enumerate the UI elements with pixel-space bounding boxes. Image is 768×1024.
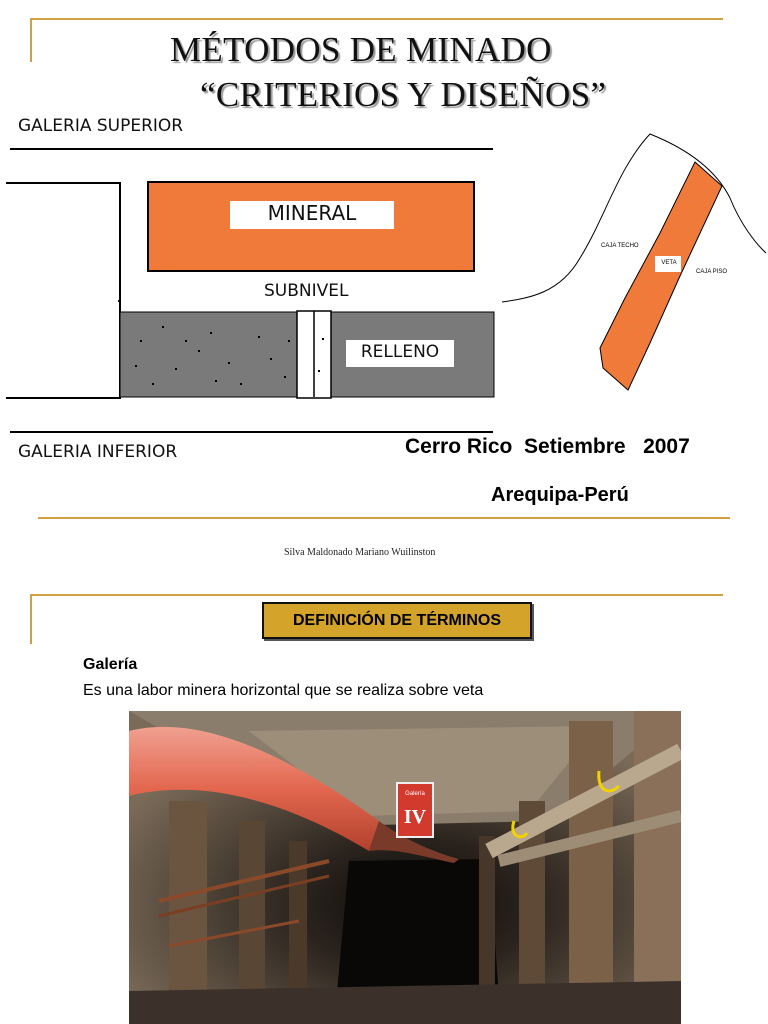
section-badge: DEFINICIÓN DE TÉRMINOS bbox=[262, 602, 532, 639]
slide1-left-rule bbox=[30, 18, 32, 62]
label-galeria-superior: GALERIA SUPERIOR bbox=[18, 116, 184, 136]
label-caja-techo: CAJA TECHO bbox=[601, 243, 639, 249]
slide1-bottom-rule bbox=[38, 517, 730, 519]
label-relleno: RELLENO bbox=[360, 342, 440, 362]
term-definition: Es una labor minera horizontal que se realiza sobre veta bbox=[83, 682, 484, 699]
vein-cross-section bbox=[500, 128, 768, 398]
tunnel-photo bbox=[129, 711, 681, 1024]
slide-title-line-1: MÉTODOS DE MINADO bbox=[170, 30, 552, 69]
slide2-left-rule bbox=[30, 594, 32, 644]
label-veta: VETA bbox=[661, 260, 677, 266]
slide2-top-rule bbox=[30, 594, 723, 596]
vein-body bbox=[600, 162, 722, 390]
label-subnivel: SUBNIVEL bbox=[264, 281, 349, 301]
label-caja-piso: CAJA PISO bbox=[696, 269, 728, 275]
tunnel-sign-text: Galería bbox=[405, 791, 425, 797]
event-line: Cerro Rico Setiembre 2007 bbox=[405, 435, 690, 458]
label-mineral: MINERAL bbox=[267, 201, 357, 225]
slide-title-line-2: “CRITERIOS Y DISEÑOS” bbox=[200, 75, 607, 114]
term-title: Galería bbox=[83, 656, 138, 673]
author-credit: Silva Maldonado Mariano Wuilinston bbox=[284, 547, 436, 558]
label-galeria-inferior: GALERIA INFERIOR bbox=[18, 442, 178, 462]
tunnel-sign-numeral: IV bbox=[403, 806, 427, 828]
mining-method-diagram bbox=[0, 100, 495, 472]
location-line: Arequipa-Perú bbox=[491, 484, 629, 506]
slide1-top-rule bbox=[30, 18, 723, 20]
